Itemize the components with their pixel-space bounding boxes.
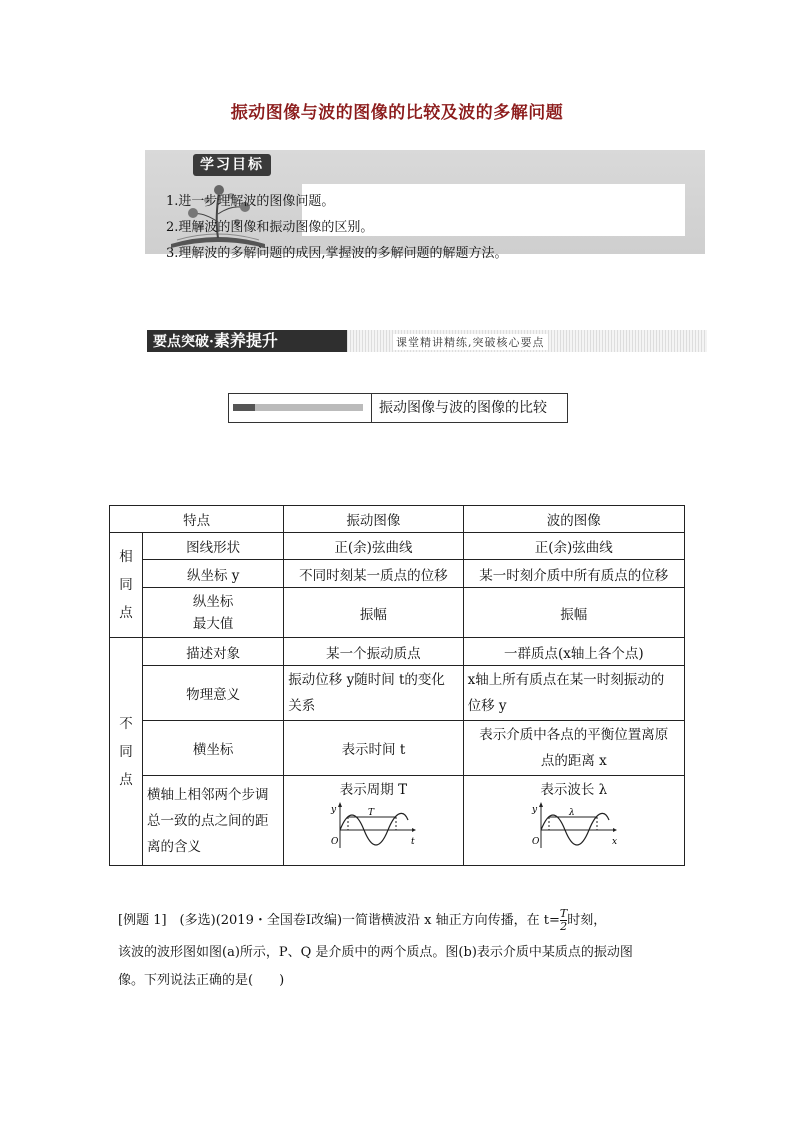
table-cell: 某一时刻介质中所有质点的位移: [463, 560, 684, 588]
table-cell: [143, 588, 284, 638]
example-text: [例题 1] (多选)(2019・全国卷Ⅰ改编)一简谐横波沿 x 轴正方向传播，在 t=: [118, 913, 560, 928]
banner-heading: [147, 330, 347, 352]
cell-line: 最大值: [192, 615, 234, 632]
learning-goals-tag: 学习目标: [193, 154, 271, 176]
table-row: [110, 721, 685, 776]
table-header: 波的图像: [463, 506, 684, 533]
cell-line: 点的距离 x: [540, 753, 607, 769]
graph-y-label: y: [531, 805, 537, 815]
group-label-same: 相 同 点: [110, 533, 143, 638]
goal-item: 2.理解波的图像和振动图像的区别。: [166, 220, 374, 235]
wave-graph-icon: [529, 800, 619, 852]
table-cell: [463, 721, 684, 776]
graph-origin-label: O: [531, 837, 540, 847]
cell-line: 总一致的点之间的距: [147, 812, 269, 829]
table-cell: [463, 666, 684, 721]
cell-line: 表示波长 λ: [540, 782, 608, 798]
graph-x-label: x: [611, 837, 617, 847]
example-line: 该波的波形图如图(a)所示，P、Q 是介质中的两个质点。图(b)表示介质中某质点的振动图: [118, 945, 633, 960]
cell-line: 纵坐标: [192, 593, 234, 610]
table-cell: 不同时刻某一质点的位移: [284, 560, 463, 588]
group-label-diff: 不 同 点: [110, 638, 143, 866]
graph-x-label: t: [411, 837, 416, 847]
goal-item: 1.进一步理解波的图像问题。: [166, 194, 335, 209]
key-point-label: 振动图像与波的图像的比较: [379, 400, 547, 416]
table-row: [110, 533, 685, 560]
graph-span-label: λ: [568, 808, 575, 818]
cell-line: 振动位移 y随时间 t的变化: [288, 672, 445, 688]
table-cell: 某一个振动质点: [284, 638, 463, 666]
graph-origin-label: O: [331, 837, 339, 847]
table-cell: [143, 776, 284, 866]
table-cell: 正(余)弦曲线: [284, 533, 463, 560]
cell-line: 表示介质中各点的平衡位置离原: [479, 727, 669, 743]
table-cell: 振幅: [463, 588, 684, 638]
graph-span-label: T: [368, 808, 375, 818]
key-point-box: [228, 393, 568, 423]
document-title: 振动图像与波的图像的比较及波的多解问题: [230, 103, 564, 123]
banner-heading-a: 要点突破·: [153, 334, 214, 350]
cell-line: x轴上所有质点在某一时刻振动的: [467, 672, 665, 688]
fraction-denominator: 2: [560, 920, 568, 933]
table-cell: 横坐标: [143, 721, 284, 776]
table-cell: 一群质点(x轴上各个点): [463, 638, 684, 666]
table-header: 振动图像: [284, 506, 463, 533]
cell-line: 表示周期 T: [339, 782, 408, 798]
banner-subtitle: 课堂精讲精练,突破核心要点: [393, 334, 548, 350]
table-row: [110, 638, 685, 666]
goal-item: 3.理解波的多解问题的成因,掌握波的多解问题的解题方法。: [166, 246, 508, 261]
vibration-graph-icon: [328, 800, 418, 852]
table-cell: 振幅: [284, 588, 463, 638]
table-cell: 图线形状: [143, 533, 284, 560]
key-point-divider: [371, 394, 372, 422]
table-cell: 表示时间 t: [284, 721, 463, 776]
table-row: [110, 560, 685, 588]
comparison-table: [109, 505, 685, 866]
cell-line: 离的含义: [147, 838, 202, 855]
example-line: [118, 906, 688, 936]
table-cell: 正(余)弦曲线: [463, 533, 684, 560]
key-point-marker: [233, 404, 363, 411]
table-header: 特点: [110, 506, 284, 533]
open-book-plant-icon: [163, 178, 273, 250]
cell-line: 关系: [288, 698, 316, 714]
section-banner: [147, 330, 707, 352]
cell-line: 横轴上相邻两个步调: [147, 786, 269, 803]
fraction-numerator: T: [559, 907, 568, 920]
graph-y-label: y: [331, 805, 337, 815]
table-header-row: [110, 506, 685, 533]
table-cell: [463, 776, 684, 866]
table-cell: [284, 776, 463, 866]
table-cell: 描述对象: [143, 638, 284, 666]
example-line: 像。下列说法正确的是( ): [118, 973, 285, 988]
example-text: 时刻，: [567, 913, 607, 928]
table-cell: [284, 666, 463, 721]
table-cell: 物理意义: [143, 666, 284, 721]
banner-heading-b: 素养提升: [213, 331, 278, 350]
cell-line: 位移 y: [467, 698, 507, 714]
table-cell: 纵坐标 y: [143, 560, 284, 588]
table-row: [110, 588, 685, 638]
table-row: [110, 666, 685, 721]
table-row: [110, 776, 685, 866]
